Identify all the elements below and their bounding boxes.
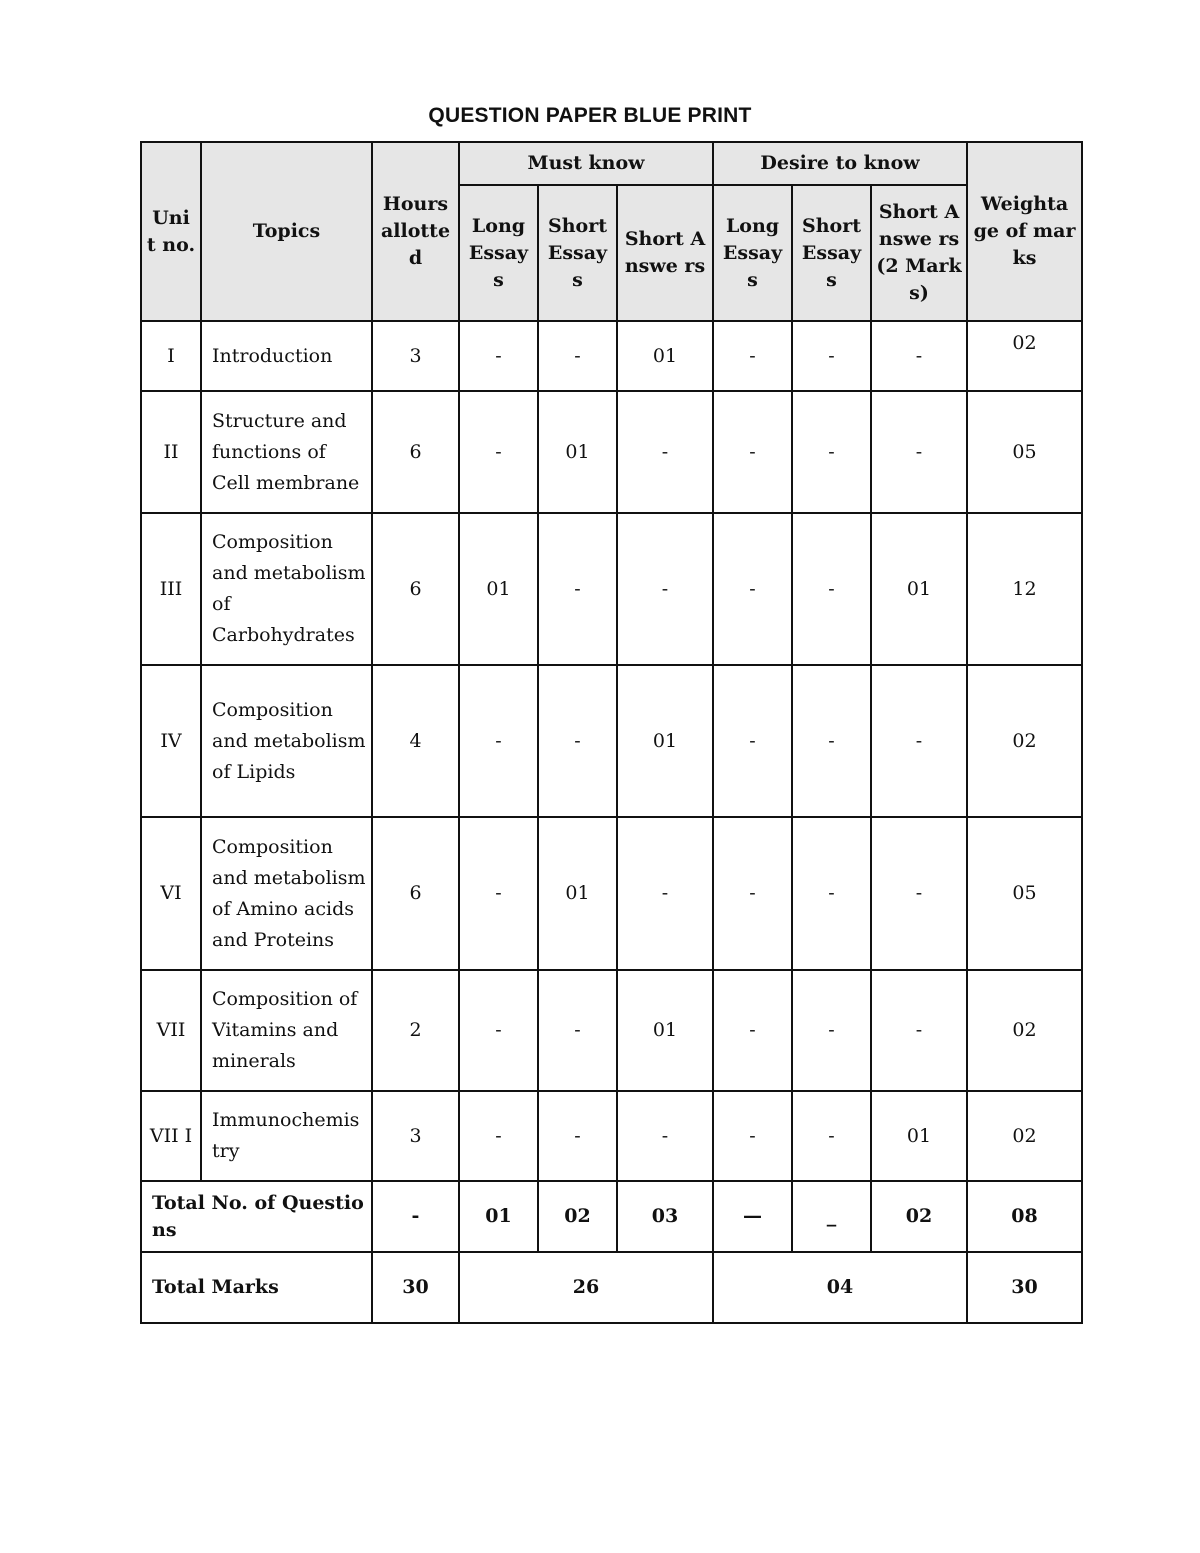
topic-cell: Introduction <box>201 321 372 391</box>
dk-short-essay-cell: - <box>792 321 871 391</box>
header-dk-long-essays: Long Essay s <box>713 185 792 321</box>
weight-cell: 05 <box>967 391 1082 513</box>
hours-cell: 3 <box>372 1091 459 1181</box>
total-marks-desire-to-know-cell: 04 <box>713 1252 967 1323</box>
mk-long-essay-cell: - <box>459 321 538 391</box>
dk-long-essay-cell: - <box>713 513 792 665</box>
total-marks-label: Total Marks <box>141 1252 372 1323</box>
mk-short-essay-cell: - <box>538 665 617 817</box>
dk-short-essay-cell: - <box>792 970 871 1091</box>
topic-cell: Composition and metabolism of Lipids <box>201 665 372 817</box>
header-dk-short-essays: Short Essay s <box>792 185 871 321</box>
mk-short-answer-cell: - <box>617 513 713 665</box>
header-dk-short-answers: Short Answe rs (2 Marks) <box>871 185 967 321</box>
mk-short-answer-cell: 01 <box>617 321 713 391</box>
dk-short-answer-cell: - <box>871 665 967 817</box>
table-row <box>141 1091 1082 1181</box>
dk-long-essay-cell: - <box>713 817 792 970</box>
mk-short-answer-cell: - <box>617 1091 713 1181</box>
topic-cell: Composition of Vitamins and minerals <box>201 970 372 1091</box>
dk-short-essay-cell: - <box>792 1091 871 1181</box>
dk-short-answer-cell: - <box>871 391 967 513</box>
total-mk-short-essay-cell: 02 <box>538 1181 617 1252</box>
mk-short-essay-cell: 01 <box>538 817 617 970</box>
header-desire-to-know: Desire to know <box>713 142 967 185</box>
hours-cell: 2 <box>372 970 459 1091</box>
page-title: QUESTION PAPER BLUE PRINT <box>428 104 752 127</box>
dk-short-answer-cell: - <box>871 970 967 1091</box>
dk-short-essay-cell: - <box>792 391 871 513</box>
total-marks-weight-cell: 30 <box>967 1252 1082 1323</box>
table-row <box>141 970 1082 1091</box>
hours-cell: 6 <box>372 817 459 970</box>
total-questions-label: Total No. of Questions <box>141 1181 372 1252</box>
weight-cell: 12 <box>967 513 1082 665</box>
total-weight-cell: 08 <box>967 1181 1082 1252</box>
dk-short-answer-cell: 01 <box>871 1091 967 1181</box>
weight-cell: 02 <box>967 665 1082 817</box>
mk-short-essay-cell: - <box>538 513 617 665</box>
weight-cell: 05 <box>967 817 1082 970</box>
unit-cell: VII <box>141 970 201 1091</box>
header-weightage: Weighta ge of marks <box>967 142 1082 321</box>
total-hours-cell: - <box>372 1181 459 1252</box>
mk-long-essay-cell: - <box>459 391 538 513</box>
total-marks-hours-cell: 30 <box>372 1252 459 1323</box>
weight-cell: 02 <box>967 970 1082 1091</box>
mk-short-essay-cell: - <box>538 1091 617 1181</box>
topic-cell: Composition and metabolism of Carbohydrates <box>201 513 372 665</box>
dk-short-essay-cell: - <box>792 513 871 665</box>
total-dk-short-answer-cell: 02 <box>871 1181 967 1252</box>
dk-short-essay-cell: - <box>792 665 871 817</box>
total-dk-short-essay-cell: _ <box>792 1181 871 1252</box>
unit-cell: VI <box>141 817 201 970</box>
mk-short-essay-cell: 01 <box>538 391 617 513</box>
hours-cell: 3 <box>372 321 459 391</box>
unit-cell: I <box>141 321 201 391</box>
table-row <box>141 665 1082 817</box>
topic-cell: Composition and metabolism of Amino acids and Proteins <box>201 817 372 970</box>
dk-long-essay-cell: - <box>713 1091 792 1181</box>
header-unit-no: Uni t no. <box>141 142 201 321</box>
mk-short-answer-cell: 01 <box>617 970 713 1091</box>
unit-cell: VII I <box>141 1091 201 1181</box>
header-hours: Hours allotte d <box>372 142 459 321</box>
dk-long-essay-cell: - <box>713 391 792 513</box>
mk-long-essay-cell: 01 <box>459 513 538 665</box>
total-dk-long-essay-cell: — <box>713 1181 792 1252</box>
table-row <box>141 391 1082 513</box>
header-mk-short-answers: Short Answe rs <box>617 185 713 321</box>
header-mk-short-essays: Short Essay s <box>538 185 617 321</box>
table-row <box>141 321 1082 391</box>
header-must-know: Must know <box>459 142 713 185</box>
mk-short-answer-cell: - <box>617 817 713 970</box>
dk-short-answer-cell: 01 <box>871 513 967 665</box>
blueprint-table <box>140 141 1083 1324</box>
dk-long-essay-cell: - <box>713 970 792 1091</box>
mk-long-essay-cell: - <box>459 817 538 970</box>
weight-cell: 02 <box>967 321 1082 391</box>
dk-long-essay-cell: - <box>713 665 792 817</box>
dk-short-answer-cell: - <box>871 321 967 391</box>
mk-short-essay-cell: - <box>538 970 617 1091</box>
total-mk-long-essay-cell: 01 <box>459 1181 538 1252</box>
mk-long-essay-cell: - <box>459 665 538 817</box>
table-row <box>141 817 1082 970</box>
table-row <box>141 513 1082 665</box>
hours-cell: 6 <box>372 513 459 665</box>
topic-cell: Immunochemis try <box>201 1091 372 1181</box>
mk-long-essay-cell: - <box>459 970 538 1091</box>
dk-short-essay-cell: - <box>792 817 871 970</box>
header-topics: Topics <box>201 142 372 321</box>
unit-cell: III <box>141 513 201 665</box>
dk-short-answer-cell: - <box>871 817 967 970</box>
unit-cell: II <box>141 391 201 513</box>
mk-short-answer-cell: 01 <box>617 665 713 817</box>
hours-cell: 6 <box>372 391 459 513</box>
total-questions-row <box>141 1181 1082 1252</box>
mk-short-answer-cell: - <box>617 391 713 513</box>
topic-cell: Structure and functions of Cell membrane <box>201 391 372 513</box>
total-marks-row <box>141 1252 1082 1323</box>
header-mk-long-essays: Long Essay s <box>459 185 538 321</box>
total-mk-short-answer-cell: 03 <box>617 1181 713 1252</box>
hours-cell: 4 <box>372 665 459 817</box>
unit-cell: IV <box>141 665 201 817</box>
total-marks-must-know-cell: 26 <box>459 1252 713 1323</box>
dk-long-essay-cell: - <box>713 321 792 391</box>
mk-short-essay-cell: - <box>538 321 617 391</box>
weight-cell: 02 <box>967 1091 1082 1181</box>
mk-long-essay-cell: - <box>459 1091 538 1181</box>
